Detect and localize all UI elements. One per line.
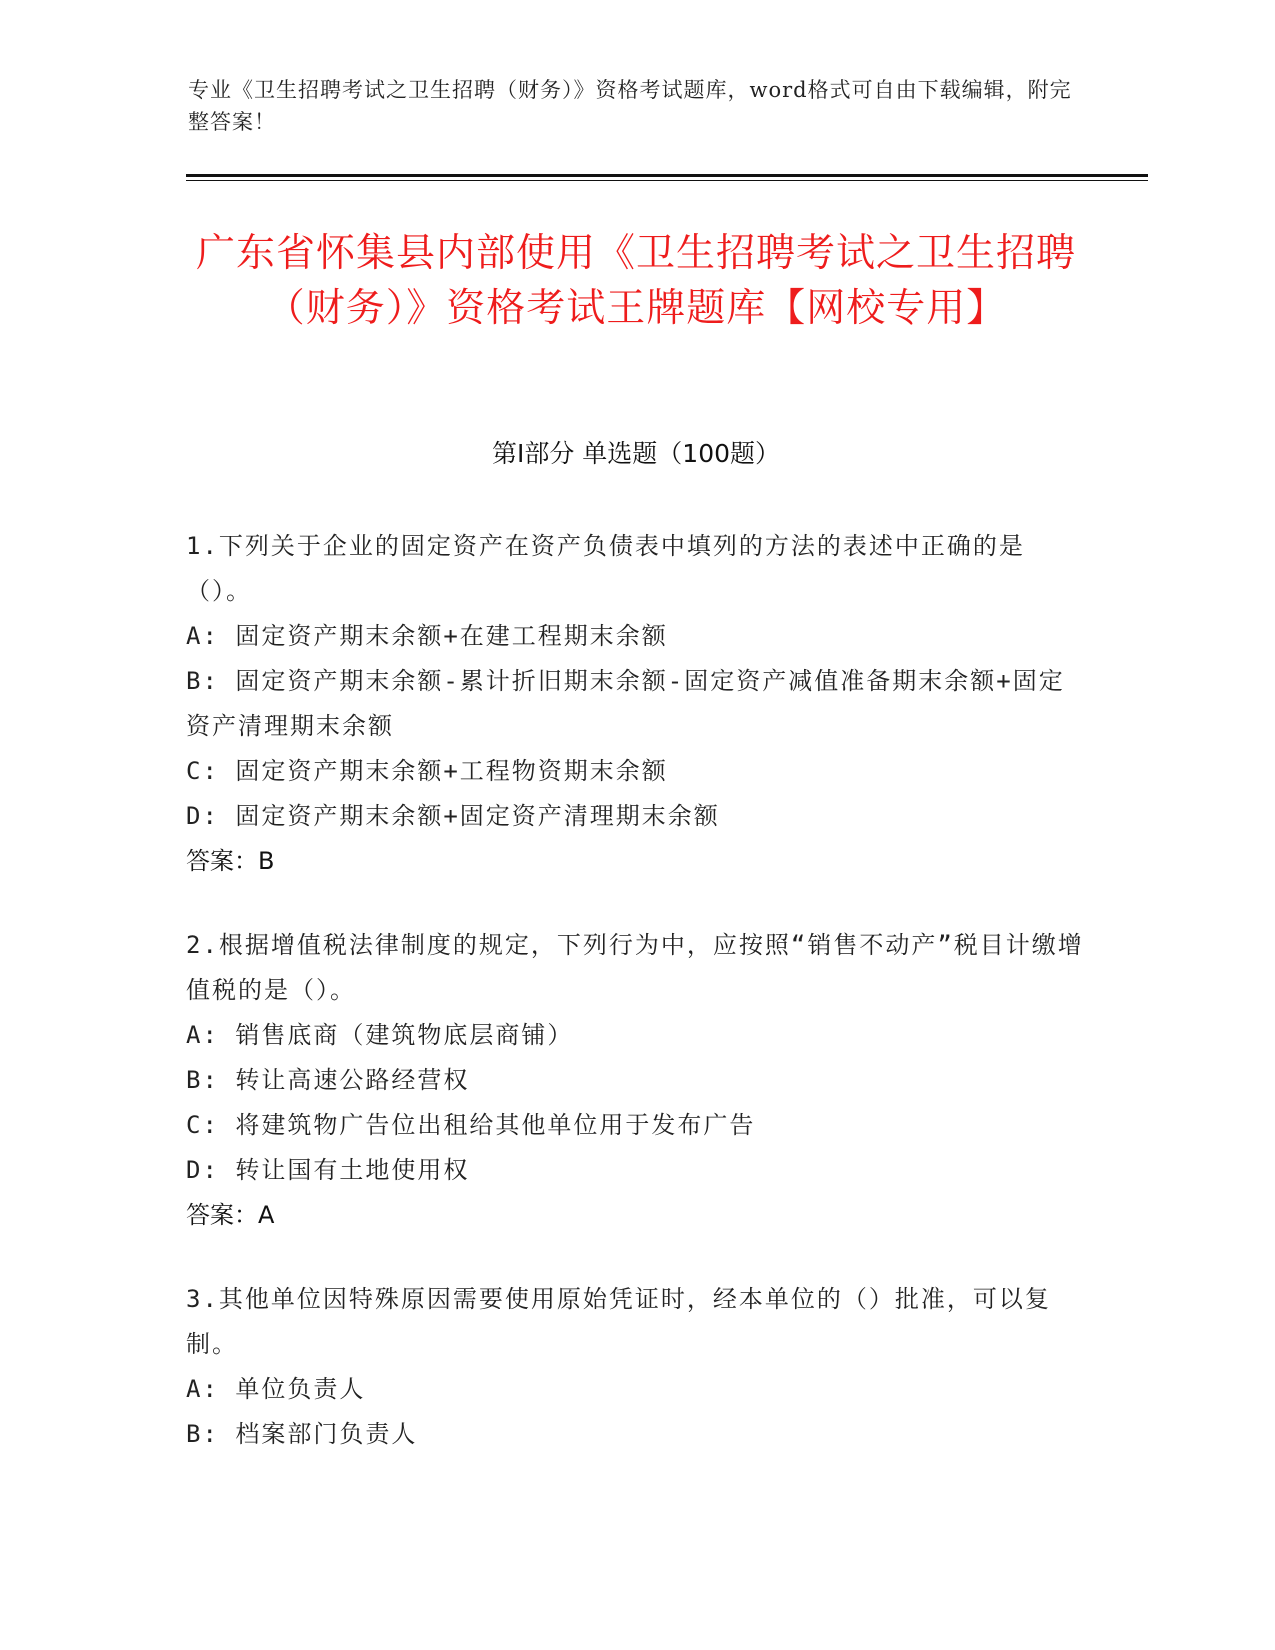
- header-divider-thick: [186, 174, 1148, 177]
- section-title: 第Ⅰ部分 单选题（100题）: [491, 439, 781, 468]
- answer: 答案：B: [186, 847, 275, 875]
- option-a: A: 单位负责人: [186, 1375, 366, 1403]
- option-a: A: 销售底商（建筑物底层商铺）: [186, 1021, 574, 1049]
- question-list: [186, 524, 1086, 1496]
- option-d: D: 转让国有土地使用权: [186, 1156, 470, 1184]
- question-stem: 1.下列关于企业的固定资产在资产负债表中填列的方法的表述中正确的是（）。: [186, 532, 1025, 605]
- option-b: B: 档案部门负责人: [186, 1420, 418, 1448]
- option-a: A: 固定资产期末余额+在建工程期末余额: [186, 622, 668, 650]
- header-note: 专业《卫生招聘考试之卫生招聘（财务）》资格考试题库，word格式可自由下载编辑，附完整答案！: [188, 78, 1072, 134]
- answer: 答案：A: [186, 1201, 275, 1229]
- header-divider-thin: [186, 180, 1148, 181]
- option-c: C: 固定资产期末余额+工程物资期末余额: [186, 757, 668, 785]
- option-b: B: 转让高速公路经营权: [186, 1066, 470, 1094]
- question-3: [186, 1277, 1086, 1457]
- document-title: 广东省怀集县内部使用《卫生招聘考试之卫生招聘（财务）》资格考试王牌题库【网校专用】: [195, 231, 1076, 331]
- option-d: D: 固定资产期末余额+固定资产清理期末余额: [186, 802, 720, 830]
- question-stem: 2.根据增值税法律制度的规定，下列行为中，应按照“销售不动产”税目计缴增值税的是（）。: [186, 931, 1084, 1004]
- question-1: [186, 524, 1086, 884]
- option-c: C: 将建筑物广告位出租给其他单位用于发布广告: [186, 1111, 756, 1139]
- option-b: B: 固定资产期末余额-累计折旧期末余额-固定资产减值准备期末余额+固定资产清理期末余额: [186, 667, 1065, 740]
- question-2: [186, 923, 1086, 1238]
- question-stem: 3.其他单位因特殊原因需要使用原始凭证时，经本单位的（）批准，可以复制。: [186, 1285, 1051, 1358]
